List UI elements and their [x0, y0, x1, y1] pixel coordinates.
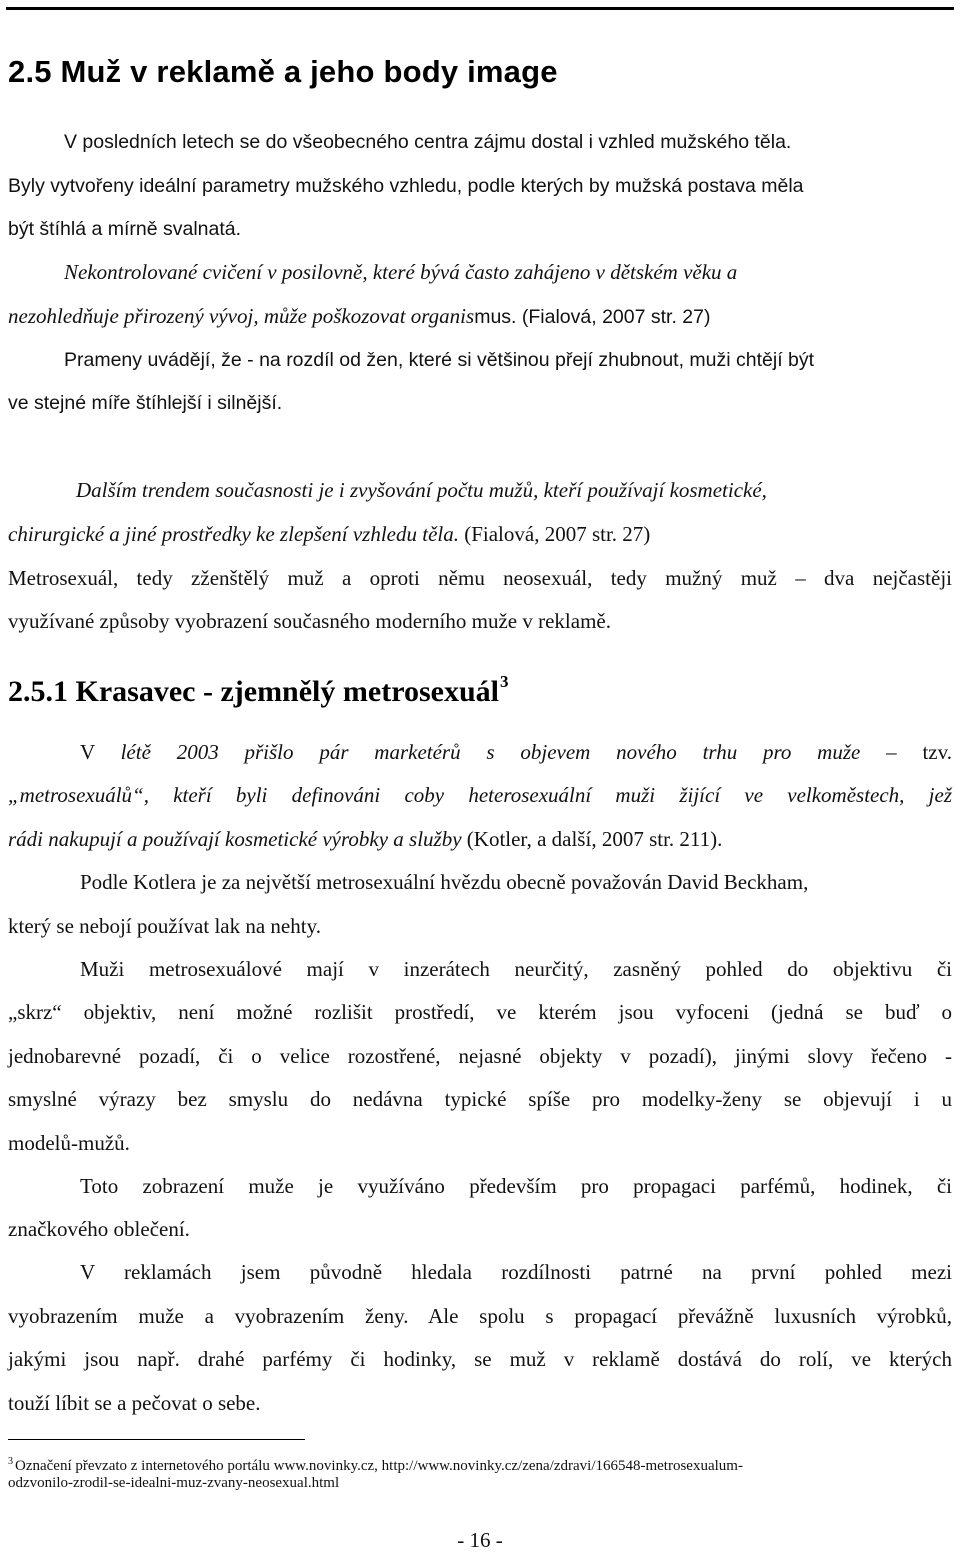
para5-line2: využívané způsoby vyobrazení současného moderního muže v reklamě. [8, 609, 611, 633]
para3-line1: Prameny uvádějí, že - na rozdíl od žen, které si většinou přejí zhubnout, muži chtějí být [64, 349, 815, 371]
para8-line4: smyslné výrazy bez smyslu do nedávna typické spíše pro modelky-ženy se objevují i u [8, 1087, 952, 1111]
para2-line2-italic: nezohledňuje přirozený vývoj, může poškozovat organis [8, 304, 475, 328]
para6-line1 [80, 737, 952, 767]
para9-line2: značkového oblečení. [8, 1217, 190, 1241]
para5-line1: Metrosexuál, tedy zženštělý muž a oproti němu neosexuál, tedy mužný muž – dva nejčastěji [8, 566, 952, 590]
para2-line1: Nekontrolované cvičení v posilovně, které bývá často zahájeno v dětském věku a [64, 260, 738, 284]
para7-line2: který se nebojí používat lak na nehty. [8, 914, 321, 938]
para2-line2-citation: mus. (Fialová, 2007 str. 27) [474, 306, 711, 328]
footnote-reference-3: 3 [499, 672, 509, 691]
para8-line5: modelů-mužů. [8, 1131, 130, 1155]
section-heading-2-5: 2.5 Muž v reklamě a jeho body image [8, 54, 558, 89]
para4-line2-citation: (Fialová, 2007 str. 27) [458, 522, 651, 546]
section-heading-2-5-1-text: 2.5.1 Krasavec - zjemnělý metrosexuál [8, 675, 499, 708]
para6-line3 [8, 824, 722, 854]
para8-line2: „skrz“ objektiv, není možné rozlišit prostředí, ve kterém jsou vyfoceni (jedná se buď o [8, 1000, 952, 1024]
footnote-text-line1: Označení převzato z internetového portálu www.novinky.cz, http://www.novinky.cz/zena/zdravi/166548-metrosexualum- [15, 1458, 743, 1474]
para1-line3: být štíhlá a mírně svalnatá. [8, 218, 242, 240]
para4-line1: Dalším trendem současnosti je i zvyšování počtu mužů, kteří používají kosmetické, [76, 478, 767, 502]
para6-line1-end: tzv. [896, 740, 952, 764]
para10-line1: V reklamách jsem původně hledala rozdílnosti patrné na první pohled mezi [80, 1260, 952, 1284]
footnote-separator [8, 1439, 305, 1440]
footnote-line2: odzvonilo-zrodil-se-idealni-muz-zvany-neosexual.html [8, 1475, 340, 1491]
para2-line2 [8, 301, 710, 332]
para4-line2 [8, 519, 650, 549]
para6-line1-italic: létě 2003 přišlo pár marketérů s objevem nového trhu pro muže – [120, 740, 897, 764]
para1-line1: V posledních letech se do všeobecného centra zájmu dostal i vzhled mužského těla. [64, 131, 792, 153]
para10-line2: vyobrazením muže a vyobrazením ženy. Ale spolu s propagací převážně luxusních výrobků, [8, 1304, 952, 1328]
para10-line3: jakými jsou např. drahé parfémy či hodinky, se muž v reklamě dostává do rolí, ve kterých [8, 1347, 952, 1371]
page-number: - 16 - [457, 1528, 503, 1552]
para7-line1: Podle Kotlera je za největší metrosexuální hvězdu obecně považován David Beckham, [80, 870, 809, 894]
top-border-line [6, 7, 954, 10]
para8-line1: Muži metrosexuálové mají v inzerátech neurčitý, zasněný pohled do objektivu či [80, 957, 952, 981]
para9-line1: Toto zobrazení muže je využíváno především pro propagaci parfémů, hodinek, či [80, 1174, 952, 1198]
footnote-mark: 3 [8, 1456, 13, 1467]
para8-line3: jednobarevné pozadí, či o velice rozostřené, nejasné objekty v pozadí), jinými slovy řečeno - [8, 1044, 952, 1068]
para6-line3-citation: (Kotler, a další, 2007 str. 211). [461, 827, 723, 851]
para1-line2: Byly vytvořeny ideální parametry mužského vzhledu, podle kterých by mužská postava měla [8, 175, 804, 197]
para6-line2: „metrosexuálů“, kteří byli definováni coby heterosexuální muži žijící ve velkoměstech, jež [8, 783, 952, 807]
para6-line3-italic: rádi nakupují a používají kosmetické výrobky a služby [8, 827, 462, 851]
para3-line2: ve stejné míře štíhlejší i silnější. [8, 392, 283, 414]
para6-line1-start: V [80, 740, 121, 764]
para4-line2-italic: chirurgické a jiné prostředky ke zlepšení vzhledu těla. [8, 522, 459, 546]
para10-line4: touží líbit se a pečovat o sebe. [8, 1391, 261, 1415]
section-heading-2-5-1 [8, 672, 508, 709]
